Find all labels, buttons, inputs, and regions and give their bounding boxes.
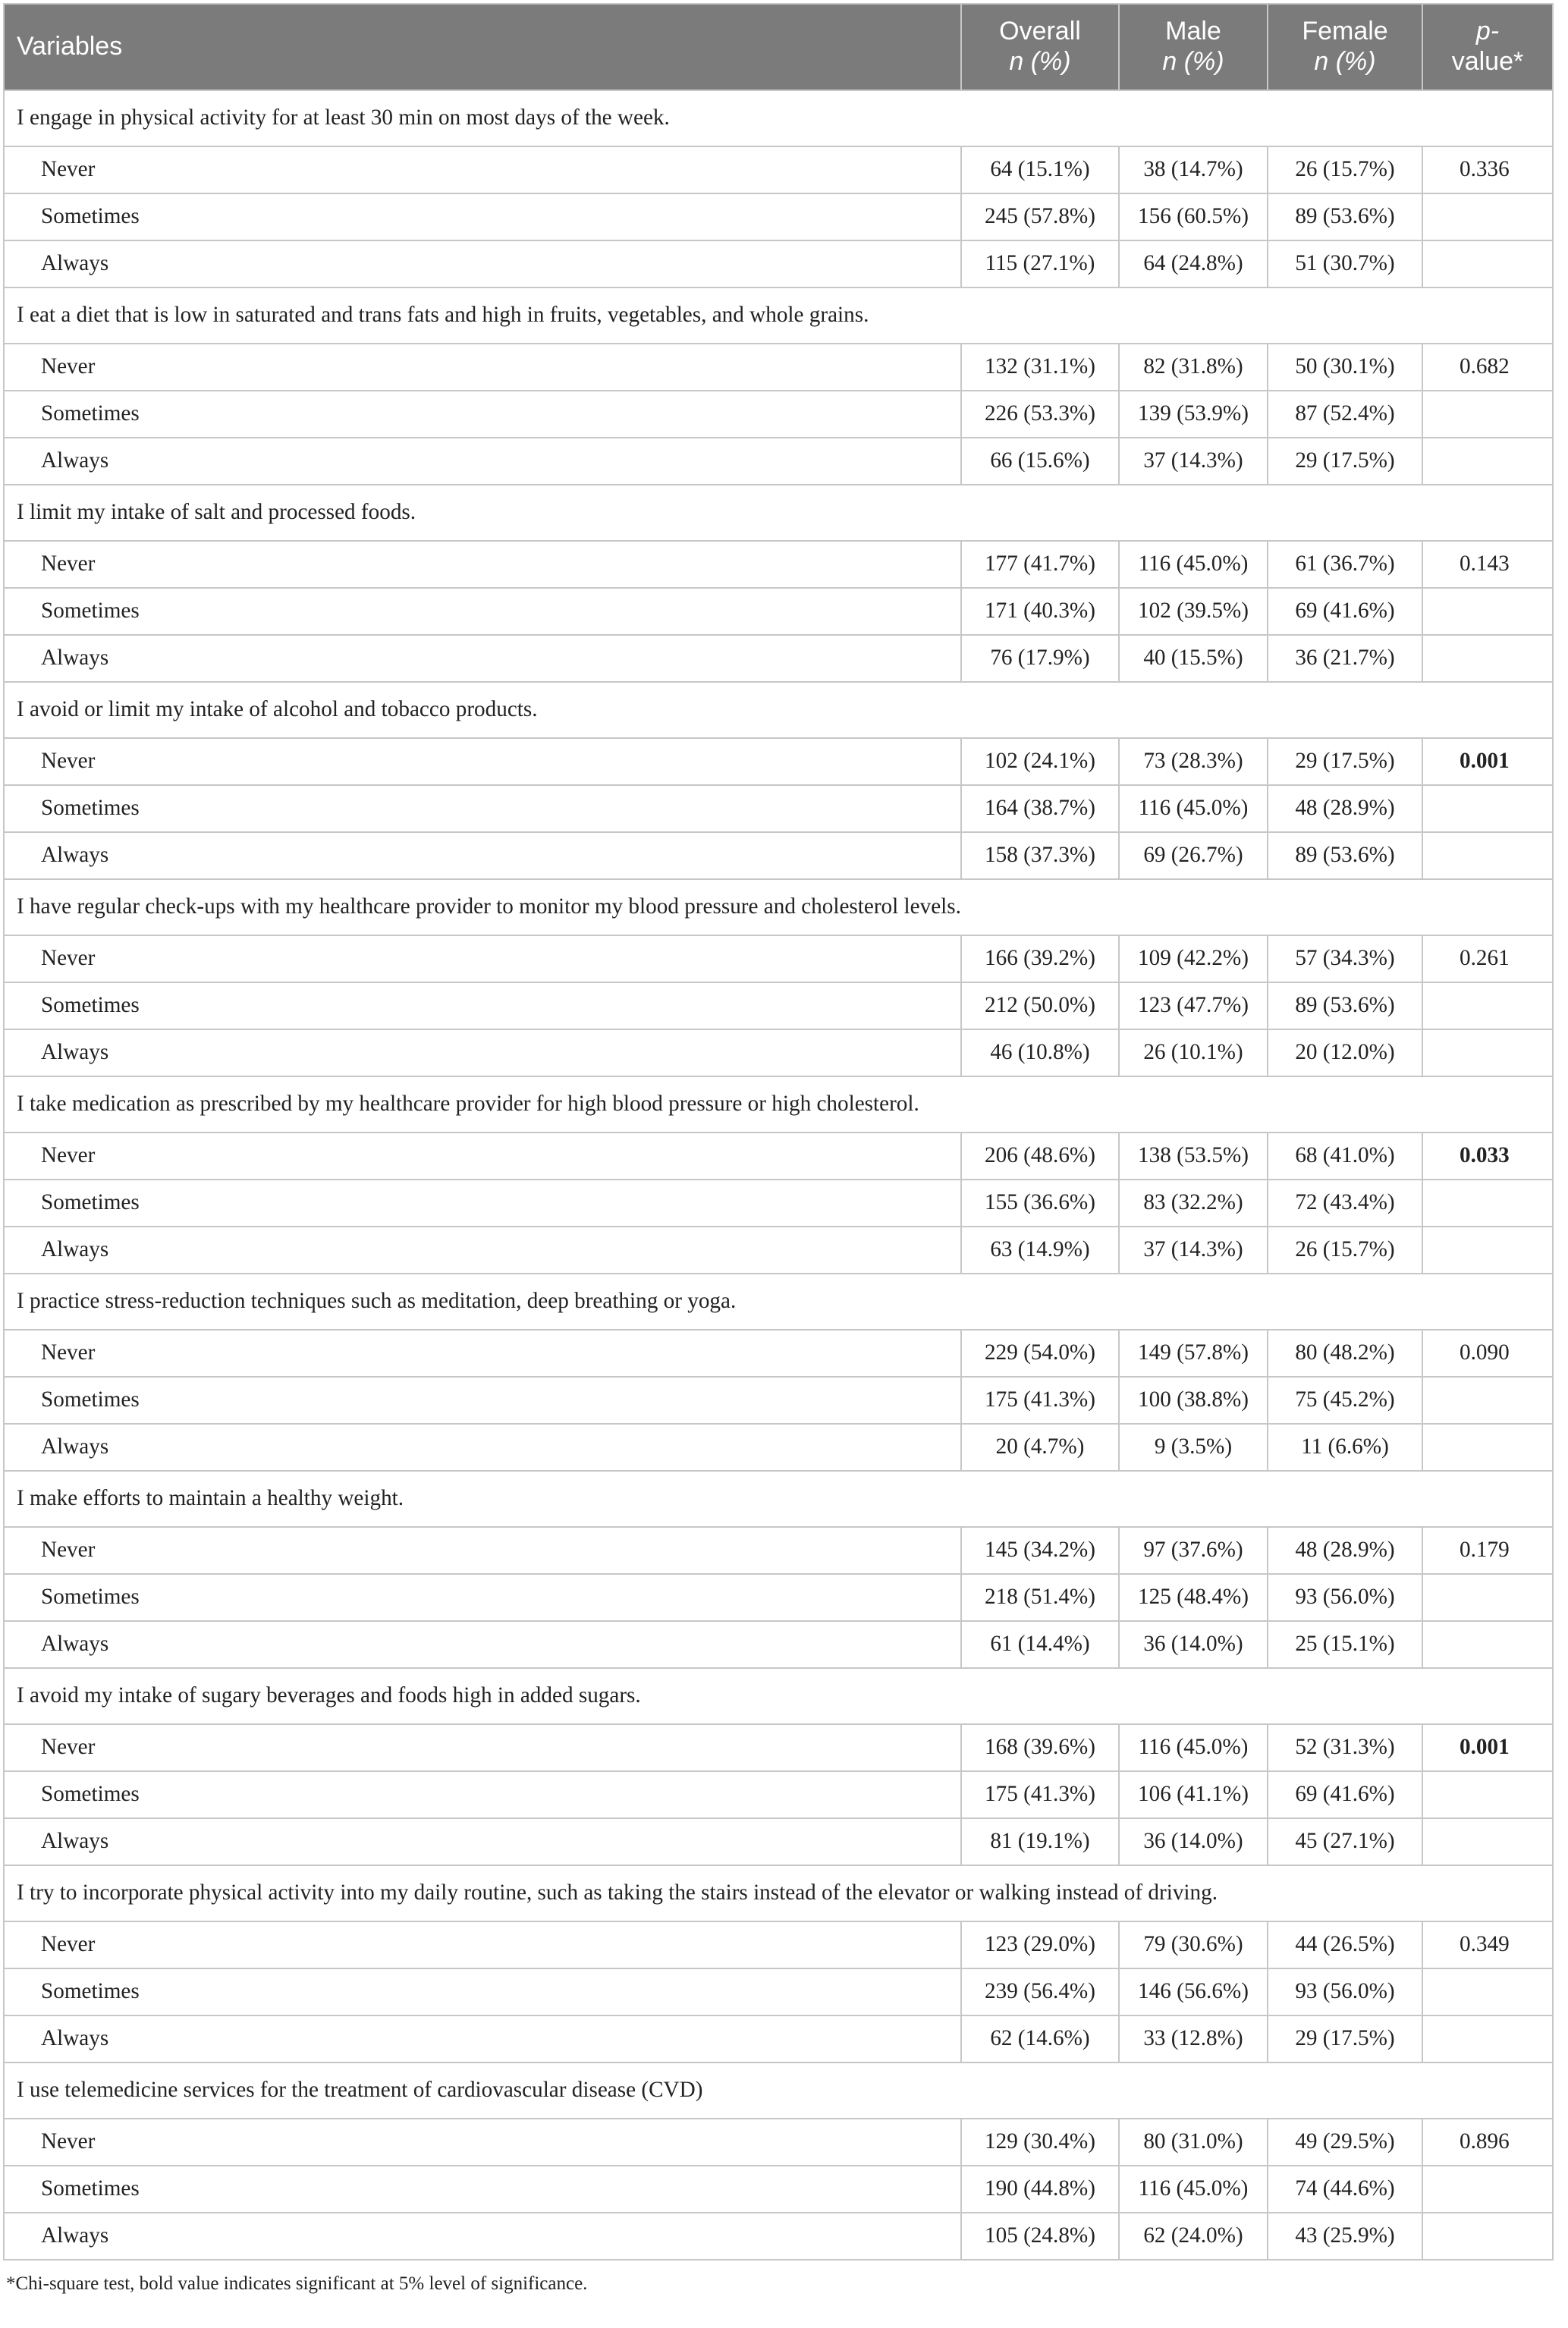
response-label: Sometimes bbox=[4, 982, 961, 1029]
female-cell: 51 (30.7%) bbox=[1268, 240, 1422, 287]
male-cell: 38 (14.7%) bbox=[1119, 146, 1268, 193]
female-cell: 25 (15.1%) bbox=[1268, 1621, 1422, 1668]
male-cell: 106 (41.1%) bbox=[1119, 1771, 1268, 1818]
female-cell: 26 (15.7%) bbox=[1268, 146, 1422, 193]
male-cell: 139 (53.9%) bbox=[1119, 391, 1268, 438]
response-label: Never bbox=[4, 935, 961, 982]
table-footnote: *Chi-square test, bold value indicates significant at 5% level of significance. bbox=[6, 2273, 588, 2294]
response-label: Always bbox=[4, 438, 961, 485]
overall-cell: 123 (29.0%) bbox=[961, 1921, 1119, 1968]
male-cell: 97 (37.6%) bbox=[1119, 1527, 1268, 1574]
response-label: Always bbox=[4, 2015, 961, 2063]
p-value-cell bbox=[1422, 240, 1553, 287]
overall-cell: 62 (14.6%) bbox=[961, 2015, 1119, 2063]
question-row bbox=[4, 1865, 1553, 1921]
overall-cell: 61 (14.4%) bbox=[961, 1621, 1119, 1668]
p-value-cell bbox=[1422, 2213, 1553, 2260]
overall-cell: 177 (41.7%) bbox=[961, 541, 1119, 588]
response-label: Sometimes bbox=[4, 785, 961, 832]
overall-cell: 158 (37.3%) bbox=[961, 832, 1119, 879]
female-cell: 61 (36.7%) bbox=[1268, 541, 1422, 588]
female-cell: 20 (12.0%) bbox=[1268, 1029, 1422, 1076]
response-label: Always bbox=[4, 1424, 961, 1471]
female-cell: 69 (41.6%) bbox=[1268, 588, 1422, 635]
header-female: Female n (%) bbox=[1268, 4, 1422, 90]
female-cell: 26 (15.7%) bbox=[1268, 1227, 1422, 1274]
male-cell: 64 (24.8%) bbox=[1119, 240, 1268, 287]
female-cell: 48 (28.9%) bbox=[1268, 1527, 1422, 1574]
overall-cell: 63 (14.9%) bbox=[961, 1227, 1119, 1274]
p-value-cell bbox=[1422, 1029, 1553, 1076]
p-value-cell bbox=[1422, 1818, 1553, 1865]
p-value-cell bbox=[1422, 1377, 1553, 1424]
table-row bbox=[4, 2166, 1553, 2213]
female-cell: 48 (28.9%) bbox=[1268, 785, 1422, 832]
response-label: Never bbox=[4, 738, 961, 785]
female-cell: 72 (43.4%) bbox=[1268, 1180, 1422, 1227]
response-label: Always bbox=[4, 635, 961, 682]
overall-cell: 245 (57.8%) bbox=[961, 193, 1119, 240]
question-row bbox=[4, 485, 1553, 541]
overall-cell: 46 (10.8%) bbox=[961, 1029, 1119, 1076]
female-cell: 93 (56.0%) bbox=[1268, 1968, 1422, 2015]
p-value-cell: 0.143 bbox=[1422, 541, 1553, 588]
male-cell: 37 (14.3%) bbox=[1119, 1227, 1268, 1274]
response-label: Sometimes bbox=[4, 1377, 961, 1424]
response-label: Always bbox=[4, 240, 961, 287]
response-label: Never bbox=[4, 1330, 961, 1377]
response-label: Never bbox=[4, 541, 961, 588]
response-label: Never bbox=[4, 1921, 961, 1968]
table-row bbox=[4, 1424, 1553, 1471]
response-label: Always bbox=[4, 832, 961, 879]
table-row bbox=[4, 240, 1553, 287]
p-value-cell: 0.261 bbox=[1422, 935, 1553, 982]
male-cell: 37 (14.3%) bbox=[1119, 438, 1268, 485]
female-cell: 44 (26.5%) bbox=[1268, 1921, 1422, 1968]
question-text: I take medication as prescribed by my healthcare provider for high blood pressure or high cholesterol. bbox=[4, 1076, 1553, 1133]
question-text: I use telemedicine services for the treatment of cardiovascular disease (CVD) bbox=[4, 2063, 1553, 2119]
female-cell: 29 (17.5%) bbox=[1268, 438, 1422, 485]
p-value-cell bbox=[1422, 785, 1553, 832]
p-value-cell: 0.090 bbox=[1422, 1330, 1553, 1377]
male-cell: 156 (60.5%) bbox=[1119, 193, 1268, 240]
table-container bbox=[3, 3, 1554, 2295]
overall-cell: 64 (15.1%) bbox=[961, 146, 1119, 193]
p-value-cell bbox=[1422, 635, 1553, 682]
table-row bbox=[4, 1377, 1553, 1424]
overall-cell: 115 (27.1%) bbox=[961, 240, 1119, 287]
table-row bbox=[4, 1227, 1553, 1274]
female-cell: 50 (30.1%) bbox=[1268, 344, 1422, 391]
table-row bbox=[4, 738, 1553, 785]
p-value-cell: 0.001 bbox=[1422, 738, 1553, 785]
female-cell: 89 (53.6%) bbox=[1268, 193, 1422, 240]
p-value-cell bbox=[1422, 1424, 1553, 1471]
table-row bbox=[4, 935, 1553, 982]
female-cell: 93 (56.0%) bbox=[1268, 1574, 1422, 1621]
response-label: Sometimes bbox=[4, 2166, 961, 2213]
male-cell: 116 (45.0%) bbox=[1119, 2166, 1268, 2213]
male-cell: 102 (39.5%) bbox=[1119, 588, 1268, 635]
p-value-cell bbox=[1422, 2015, 1553, 2063]
p-value-cell bbox=[1422, 832, 1553, 879]
table-row bbox=[4, 2015, 1553, 2063]
p-value-cell bbox=[1422, 588, 1553, 635]
p-value-cell: 0.001 bbox=[1422, 1724, 1553, 1771]
response-label: Never bbox=[4, 146, 961, 193]
overall-cell: 212 (50.0%) bbox=[961, 982, 1119, 1029]
female-cell: 43 (25.9%) bbox=[1268, 2213, 1422, 2260]
overall-cell: 81 (19.1%) bbox=[961, 1818, 1119, 1865]
overall-cell: 175 (41.3%) bbox=[961, 1377, 1119, 1424]
question-text: I limit my intake of salt and processed foods. bbox=[4, 485, 1553, 541]
overall-cell: 226 (53.3%) bbox=[961, 391, 1119, 438]
overall-cell: 229 (54.0%) bbox=[961, 1330, 1119, 1377]
overall-cell: 166 (39.2%) bbox=[961, 935, 1119, 982]
p-value-cell bbox=[1422, 1574, 1553, 1621]
overall-cell: 190 (44.8%) bbox=[961, 2166, 1119, 2213]
overall-cell: 239 (56.4%) bbox=[961, 1968, 1119, 2015]
response-label: Sometimes bbox=[4, 588, 961, 635]
overall-cell: 102 (24.1%) bbox=[961, 738, 1119, 785]
response-label: Always bbox=[4, 2213, 961, 2260]
female-cell: 45 (27.1%) bbox=[1268, 1818, 1422, 1865]
p-value-cell: 0.682 bbox=[1422, 344, 1553, 391]
male-cell: 62 (24.0%) bbox=[1119, 2213, 1268, 2260]
male-cell: 9 (3.5%) bbox=[1119, 1424, 1268, 1471]
male-cell: 123 (47.7%) bbox=[1119, 982, 1268, 1029]
female-cell: 75 (45.2%) bbox=[1268, 1377, 1422, 1424]
header-overall: Overall n (%) bbox=[961, 4, 1119, 90]
header-male: Male n (%) bbox=[1119, 4, 1268, 90]
female-cell: 80 (48.2%) bbox=[1268, 1330, 1422, 1377]
table-row bbox=[4, 635, 1553, 682]
question-text: I try to incorporate physical activity into my daily routine, such as taking the stairs instead of the elevator or walking instead of driving. bbox=[4, 1865, 1553, 1921]
overall-cell: 105 (24.8%) bbox=[961, 2213, 1119, 2260]
male-cell: 138 (53.5%) bbox=[1119, 1133, 1268, 1180]
response-label: Sometimes bbox=[4, 1771, 961, 1818]
male-cell: 116 (45.0%) bbox=[1119, 1724, 1268, 1771]
response-label: Sometimes bbox=[4, 1180, 961, 1227]
overall-cell: 132 (31.1%) bbox=[961, 344, 1119, 391]
table-row bbox=[4, 2119, 1553, 2166]
p-value-cell bbox=[1422, 1771, 1553, 1818]
response-label: Never bbox=[4, 1133, 961, 1180]
response-label: Always bbox=[4, 1818, 961, 1865]
male-cell: 116 (45.0%) bbox=[1119, 785, 1268, 832]
table-row bbox=[4, 1921, 1553, 1968]
male-cell: 82 (31.8%) bbox=[1119, 344, 1268, 391]
overall-cell: 129 (30.4%) bbox=[961, 2119, 1119, 2166]
question-row bbox=[4, 1471, 1553, 1527]
male-cell: 125 (48.4%) bbox=[1119, 1574, 1268, 1621]
p-value-cell bbox=[1422, 982, 1553, 1029]
header-row bbox=[4, 4, 1553, 90]
question-text: I make efforts to maintain a healthy weight. bbox=[4, 1471, 1553, 1527]
question-row bbox=[4, 682, 1553, 738]
table-row bbox=[4, 785, 1553, 832]
question-row bbox=[4, 1668, 1553, 1724]
male-cell: 116 (45.0%) bbox=[1119, 541, 1268, 588]
p-value-cell bbox=[1422, 1968, 1553, 2015]
table-row bbox=[4, 832, 1553, 879]
male-cell: 100 (38.8%) bbox=[1119, 1377, 1268, 1424]
overall-cell: 218 (51.4%) bbox=[961, 1574, 1119, 1621]
female-cell: 49 (29.5%) bbox=[1268, 2119, 1422, 2166]
p-value-cell bbox=[1422, 2166, 1553, 2213]
overall-cell: 164 (38.7%) bbox=[961, 785, 1119, 832]
male-cell: 26 (10.1%) bbox=[1119, 1029, 1268, 1076]
male-cell: 80 (31.0%) bbox=[1119, 2119, 1268, 2166]
response-label: Always bbox=[4, 1029, 961, 1076]
table-row bbox=[4, 146, 1553, 193]
female-cell: 52 (31.3%) bbox=[1268, 1724, 1422, 1771]
female-cell: 68 (41.0%) bbox=[1268, 1133, 1422, 1180]
male-cell: 69 (26.7%) bbox=[1119, 832, 1268, 879]
p-value-cell bbox=[1422, 193, 1553, 240]
question-text: I avoid or limit my intake of alcohol and tobacco products. bbox=[4, 682, 1553, 738]
table-row bbox=[4, 1133, 1553, 1180]
p-value-cell: 0.349 bbox=[1422, 1921, 1553, 1968]
male-cell: 73 (28.3%) bbox=[1119, 738, 1268, 785]
data-table bbox=[3, 3, 1554, 2260]
table-row bbox=[4, 1968, 1553, 2015]
response-label: Sometimes bbox=[4, 1968, 961, 2015]
table-row bbox=[4, 1029, 1553, 1076]
question-text: I engage in physical activity for at least 30 min on most days of the week. bbox=[4, 90, 1553, 146]
female-cell: 69 (41.6%) bbox=[1268, 1771, 1422, 1818]
table-row bbox=[4, 541, 1553, 588]
overall-cell: 171 (40.3%) bbox=[961, 588, 1119, 635]
table-row bbox=[4, 344, 1553, 391]
p-value-cell bbox=[1422, 438, 1553, 485]
table-row bbox=[4, 1180, 1553, 1227]
overall-cell: 66 (15.6%) bbox=[961, 438, 1119, 485]
female-cell: 29 (17.5%) bbox=[1268, 2015, 1422, 2063]
overall-cell: 168 (39.6%) bbox=[961, 1724, 1119, 1771]
table-row bbox=[4, 391, 1553, 438]
question-row bbox=[4, 2063, 1553, 2119]
question-text: I have regular check-ups with my healthcare provider to monitor my blood pressure and cholesterol levels. bbox=[4, 879, 1553, 935]
response-label: Sometimes bbox=[4, 1574, 961, 1621]
p-value-cell bbox=[1422, 1621, 1553, 1668]
question-row bbox=[4, 287, 1553, 344]
female-cell: 29 (17.5%) bbox=[1268, 738, 1422, 785]
male-cell: 36 (14.0%) bbox=[1119, 1818, 1268, 1865]
overall-cell: 145 (34.2%) bbox=[961, 1527, 1119, 1574]
table-row bbox=[4, 1330, 1553, 1377]
male-cell: 79 (30.6%) bbox=[1119, 1921, 1268, 1968]
male-cell: 33 (12.8%) bbox=[1119, 2015, 1268, 2063]
table-row bbox=[4, 588, 1553, 635]
table-row bbox=[4, 1621, 1553, 1668]
overall-cell: 155 (36.6%) bbox=[961, 1180, 1119, 1227]
table-row bbox=[4, 982, 1553, 1029]
table-row bbox=[4, 193, 1553, 240]
p-value-cell: 0.033 bbox=[1422, 1133, 1553, 1180]
question-row bbox=[4, 879, 1553, 935]
male-cell: 40 (15.5%) bbox=[1119, 635, 1268, 682]
response-label: Sometimes bbox=[4, 193, 961, 240]
p-value-cell: 0.336 bbox=[1422, 146, 1553, 193]
overall-cell: 76 (17.9%) bbox=[961, 635, 1119, 682]
question-text: I eat a diet that is low in saturated and trans fats and high in fruits, vegetables, and whole grains. bbox=[4, 287, 1553, 344]
overall-cell: 175 (41.3%) bbox=[961, 1771, 1119, 1818]
male-cell: 109 (42.2%) bbox=[1119, 935, 1268, 982]
p-value-cell bbox=[1422, 1227, 1553, 1274]
response-label: Always bbox=[4, 1227, 961, 1274]
overall-cell: 20 (4.7%) bbox=[961, 1424, 1119, 1471]
table-row bbox=[4, 1527, 1553, 1574]
question-row bbox=[4, 90, 1553, 146]
female-cell: 89 (53.6%) bbox=[1268, 832, 1422, 879]
male-cell: 83 (32.2%) bbox=[1119, 1180, 1268, 1227]
female-cell: 11 (6.6%) bbox=[1268, 1424, 1422, 1471]
table-row bbox=[4, 438, 1553, 485]
question-row bbox=[4, 1274, 1553, 1330]
female-cell: 74 (44.6%) bbox=[1268, 2166, 1422, 2213]
p-value-cell: 0.179 bbox=[1422, 1527, 1553, 1574]
table-row bbox=[4, 2213, 1553, 2260]
header-p-value: p- value* bbox=[1422, 4, 1553, 90]
p-value-cell bbox=[1422, 391, 1553, 438]
response-label: Never bbox=[4, 2119, 961, 2166]
table-row bbox=[4, 1771, 1553, 1818]
male-cell: 36 (14.0%) bbox=[1119, 1621, 1268, 1668]
question-text: I practice stress-reduction techniques such as meditation, deep breathing or yoga. bbox=[4, 1274, 1553, 1330]
question-row bbox=[4, 1076, 1553, 1133]
p-value-cell bbox=[1422, 1180, 1553, 1227]
table-row bbox=[4, 1818, 1553, 1865]
header-variables: Variables bbox=[4, 4, 961, 90]
female-cell: 89 (53.6%) bbox=[1268, 982, 1422, 1029]
question-text: I avoid my intake of sugary beverages and foods high in added sugars. bbox=[4, 1668, 1553, 1724]
response-label: Sometimes bbox=[4, 391, 961, 438]
p-value-cell: 0.896 bbox=[1422, 2119, 1553, 2166]
response-label: Never bbox=[4, 344, 961, 391]
table-row bbox=[4, 1724, 1553, 1771]
female-cell: 57 (34.3%) bbox=[1268, 935, 1422, 982]
table-row bbox=[4, 1574, 1553, 1621]
response-label: Always bbox=[4, 1621, 961, 1668]
male-cell: 149 (57.8%) bbox=[1119, 1330, 1268, 1377]
male-cell: 146 (56.6%) bbox=[1119, 1968, 1268, 2015]
response-label: Never bbox=[4, 1527, 961, 1574]
female-cell: 36 (21.7%) bbox=[1268, 635, 1422, 682]
overall-cell: 206 (48.6%) bbox=[961, 1133, 1119, 1180]
response-label: Never bbox=[4, 1724, 961, 1771]
female-cell: 87 (52.4%) bbox=[1268, 391, 1422, 438]
